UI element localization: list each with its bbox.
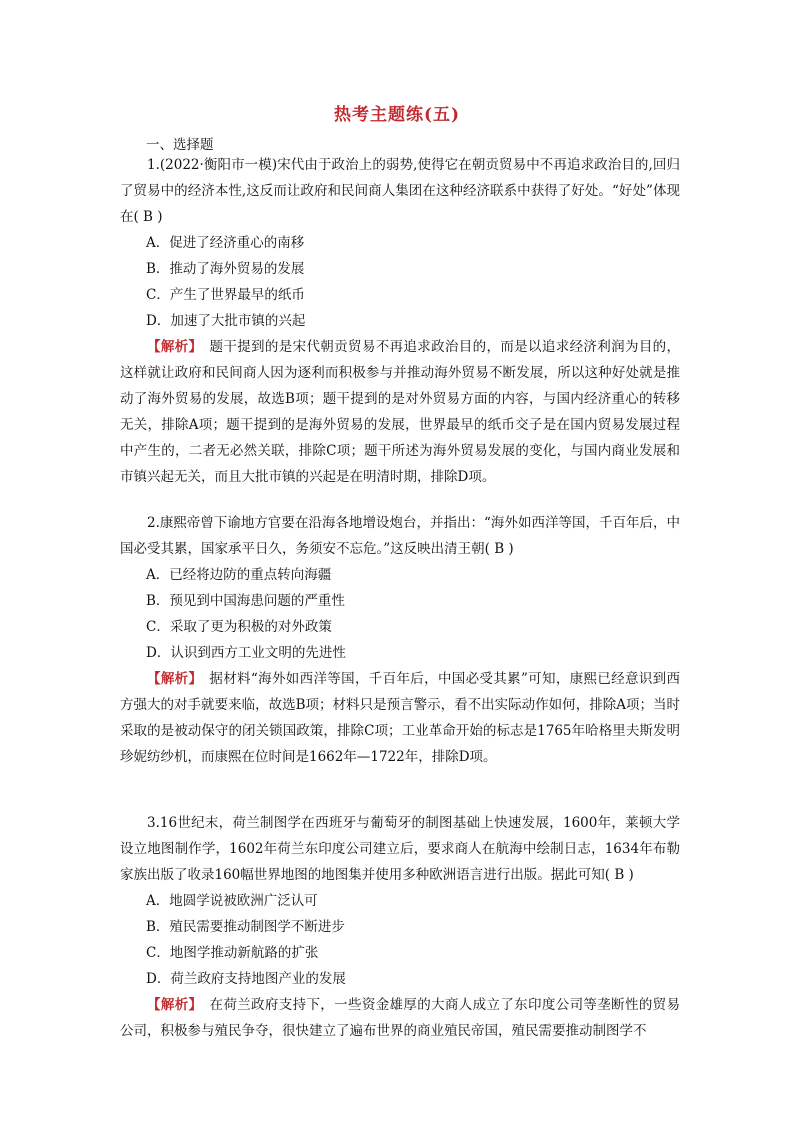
question-1 — [120, 152, 680, 490]
question-stem: 1.(2022·衡阳市一模)宋代由于政治上的弱势,使得它在朝贡贸易中不再追求政治目的,回归了贸易中的经济本性,这反而让政府和民间商人集团在这种经济联系中获得了好处。“好处”体现在( B ) — [120, 157, 680, 225]
option-d: D．加速了大批市镇的兴起 — [146, 313, 306, 329]
option-a: A．地圆学说被欧洲广泛认可 — [146, 893, 318, 909]
section-heading: 一、选择题 — [146, 137, 214, 153]
question-2 — [120, 510, 680, 770]
analysis-paragraph — [120, 334, 680, 490]
option-a: A．促进了经济重心的南移 — [146, 235, 305, 251]
analysis-tag: 【解析】 — [147, 997, 196, 1013]
option-c: C．产生了世界最早的纸币 — [146, 287, 305, 303]
option-c: C．地图学推动新航路的扩张 — [146, 945, 319, 961]
analysis-text: 在荷兰政府支持下，一些资金雄厚的大商人成立了东印度公司等垄断性的贸易公司，积极参与殖民争夺，很快建立了遍布世界的商业殖民帝国，殖民需要推动制图学不 — [120, 997, 681, 1039]
question-3 — [120, 810, 680, 1044]
option-d: D．认识到西方工业文明的先进性 — [146, 645, 346, 661]
option-b: B．预见到中国海患问题的严重性 — [146, 593, 345, 609]
option-c: C．采取了更为积极的对外政策 — [146, 619, 332, 635]
question-stem: 3.16世纪末，荷兰制图学在西班牙与葡萄牙的制图基础上快速发展，1600年，莱顿大学设立地图制作学，1602年荷兰东印度公司建立后，要求商人在航海中绘制日志，1634年布勒家族出版了收录160幅世界地图的地图集并使用多种欧洲语言进行出版。据此可知( B ) — [120, 815, 680, 883]
option-b: B．推动了海外贸易的发展 — [146, 261, 305, 277]
question-stem: 2.康熙帝曾下谕地方官要在沿海各地增设炮台，并指出：“海外如西洋等国，千百年后，中国必受其累，国家承平日久，务须安不忘危。”这反映出清王朝( B ) — [120, 515, 680, 557]
analysis-text: 题干提到的是宋代朝贡贸易不再追求政治目的，而是以追求经济利润为目的，这样就让政府和民间商人因为逐利而积极参与并推动海外贸易不断发展，所以这种好处就是推动了海外贸易的发展，故选B项；题干提到的是对外贸易方面的内容，与国内经济重心的转移无关，排除A项；题干提到的是海外贸易的发展，世界最早的纸币交子是在国内贸易发展过程中产生的，二者无必然关联，排除C项；题干所述为海外贸易发展的变化，与国内商业发展和市镇兴起无关，而且大批市镇的兴起是在明清时期，排除D项。 — [120, 339, 681, 485]
analysis-paragraph — [120, 666, 680, 770]
page-title: 热考主题练(五) — [333, 105, 461, 125]
option-b: B．殖民需要推动制图学不断进步 — [146, 919, 345, 935]
option-a: A．已经将边防的重点转向海疆 — [146, 567, 332, 583]
analysis-tag: 【解析】 — [147, 671, 196, 687]
analysis-text: 据材料“海外如西洋等国，千百年后，中国必受其累”可知，康熙已经意识到西方强大的对手就要来临，故选B项；材料只是预言警示，看不出实际动作如何，排除A项；当时采取的是被动保守的闭关锁国政策，排除C项；工业革命开始的标志是1765年哈格里夫斯发明珍妮纺纱机，而康熙在位时间是1662年—1722年，排除D项。 — [120, 671, 680, 765]
analysis-paragraph — [120, 992, 680, 1044]
analysis-tag: 【解析】 — [147, 339, 196, 355]
option-d: D．荷兰政府支持地图产业的发展 — [146, 971, 346, 987]
